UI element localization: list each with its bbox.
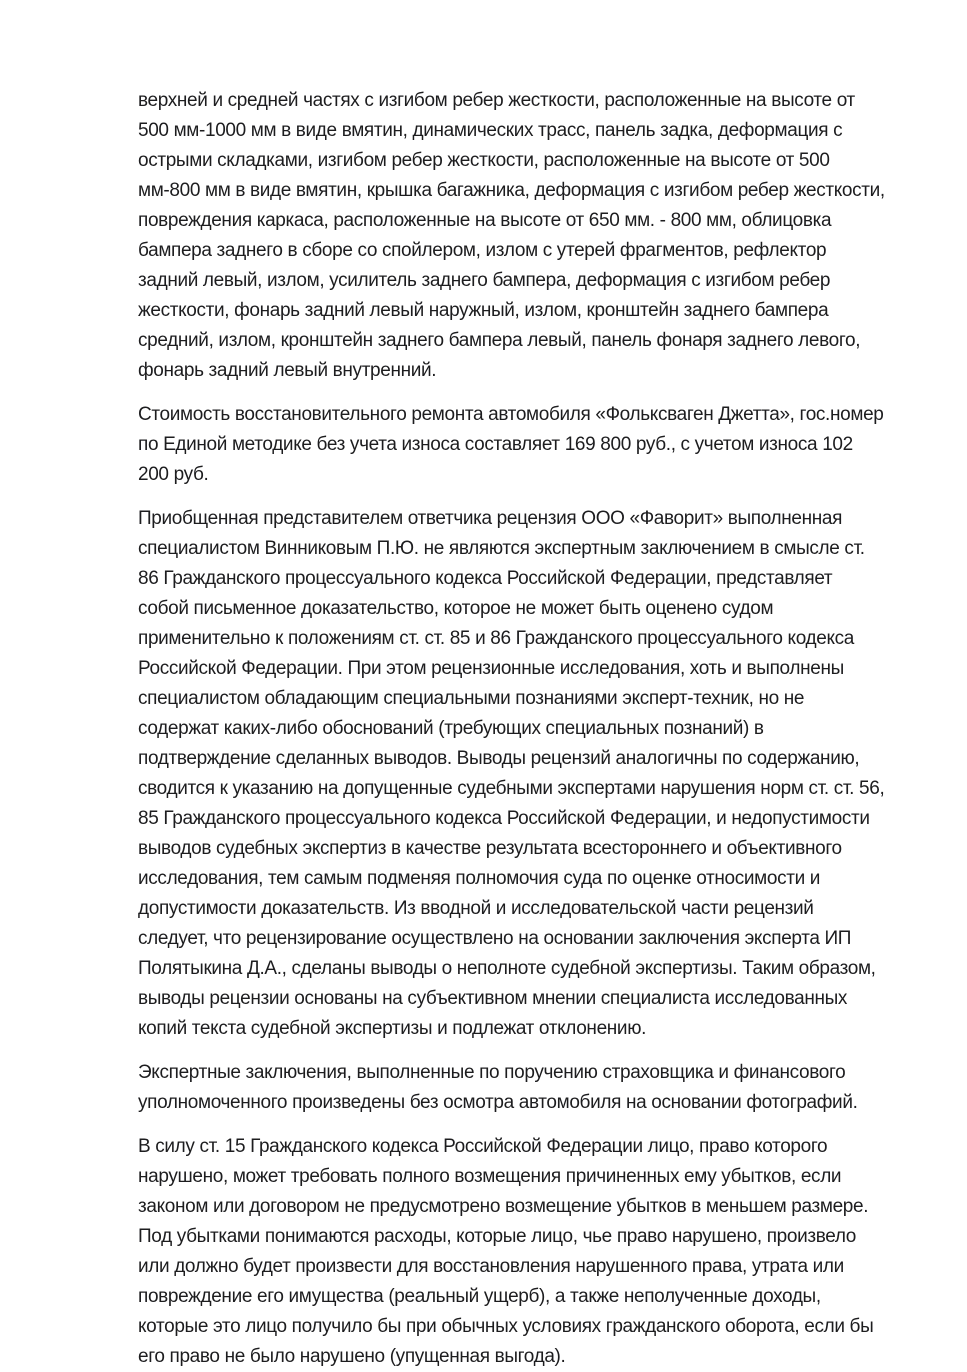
paragraph-damage-list: верхней и средней частях с изгибом ребер жесткости, расположенные на высоте от 500 мм-1000 мм в виде вмятин, динамических трасс, панель задка, деформация с острыми складками, изгибом ребер жесткости, расположенные на высоте от 500 мм-800 мм в виде вмятин, крышка багажника, деформация с изгибом ребер жесткости, повреждения каркаса, расположенные на высоте от 650 мм. - 800 мм, облицовка бампера заднего в сборе со спойлером, излом с утерей фрагментов, рефлектор задний левый, излом, усилитель заднего бампера, деформация с изгибом ребер жесткости, фонарь задний левый наружный, излом, кронштейн заднего бампера средний, излом, кронштейн заднего бампера левый, панель фонаря заднего левого, фонарь задний левый внутренний.: [138, 90, 890, 381]
paragraph-civil-code-article-15: В силу ст. 15 Гражданского кодекса Российской Федерации лицо, право которого нарушено, может требовать полного возмещения причиненных ему убытков, если законом или договором не предусмотрено возмещение убытков в меньшем размере. Под убытками понимаются расходы, которые лицо, чье право нарушено, произвело или должно будет произвести для восстановления нарушенного права, утрата или повреждение его имущества (реальный ущерб), а также неполученные доходы, которые это лицо получило бы при обычных условиях гражданского оборота, если бы его право не было нарушено (упущенная выгода).: [138, 1136, 879, 1367]
paragraph-expert-conclusions: Экспертные заключения, выполненные по поручению страховщика и финансового уполномоченного произведены без осмотра автомобиля на основании фотографий.: [138, 1062, 858, 1113]
paragraph-repair-cost: Стоимость восстановительного ремонта автомобиля «Фольксваген Джетта», гос.номер по Единой методике без учета износа составляет 169 800 руб., с учетом износа 102 200 руб.: [138, 404, 923, 485]
paragraph-review-assessment: Приобщенная представителем ответчика рецензия ООО «Фаворит» выполненная специалистом Винниковым П.Ю. не являются экспертным заключением в смысле ст. 86 Гражданского процессуального кодекса Российской Федерации, представляет собой письменное доказательство, которое не может быть оценено судом применительно к положениям ст. ст. 85 и 86 Гражданского процессуального кодекса Российской Федерации. При этом рецензионные исследования, хоть и выполнены специалистом обладающим специальными познаниями эксперт-техник, но не содержат каких-либо обоснований (требующих специальных познаний) в подтверждение сделанных выводов. Выводы рецензий аналогичны по содержанию, сводится к указанию на допущенные судебными экспертами нарушения норм ст. ст. 56, 85 Гражданского процессуального кодекса Российской Федерации, и недопустимости выводов судебных экспертиз в качестве результата всестороннего и объективного исследования, тем самым подменяя полномочия суда по оценке относимости и допустимости доказательств. Из вводной и исследовательской части рецензий следует, что рецензирование осуществлено на основании заключения эксперта ИП Полятыкина Д.А., сделаны выводы о неполноте судебной экспертизы. Таким образом, выводы рецензии основаны на субъективном мнении специалиста исследованных копий текста судебной экспертизы и подлежат отклонению.: [138, 508, 890, 1039]
